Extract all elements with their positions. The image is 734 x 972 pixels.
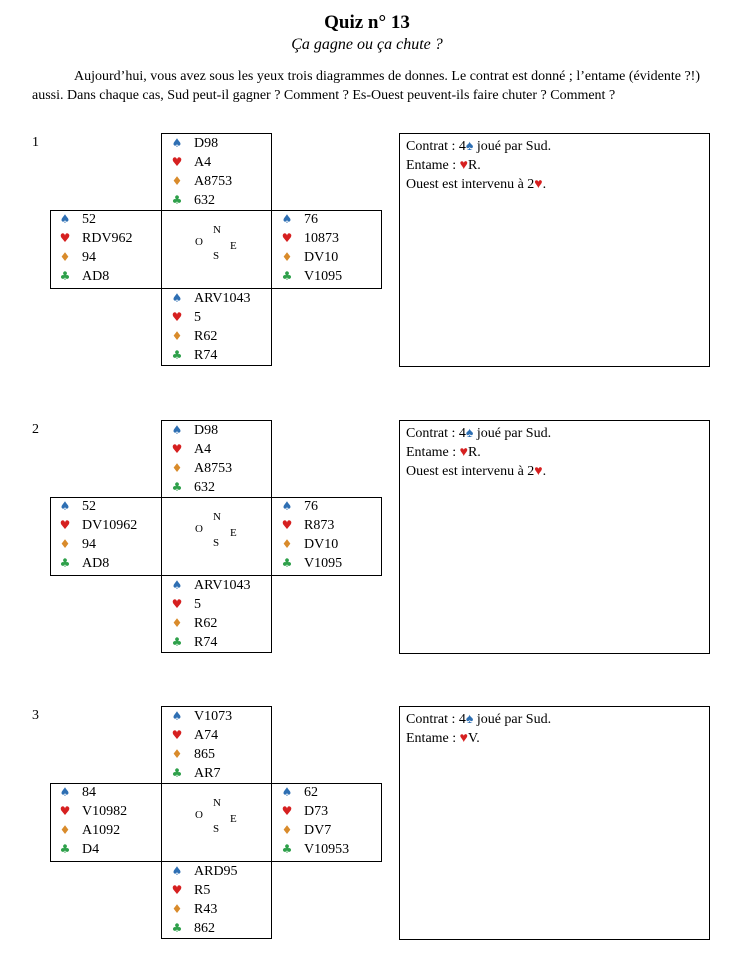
- note-suffix: .: [542, 464, 547, 479]
- hand-south: [161, 288, 272, 366]
- north-diamonds-cards: 865: [194, 747, 215, 762]
- west-clubs-row: [58, 267, 109, 286]
- hand-west: [50, 497, 161, 576]
- north-spades-row: [170, 707, 232, 726]
- west-hearts-row: [58, 516, 137, 535]
- east-spades-cards: 76: [304, 212, 318, 227]
- west-clubs-cards: D4: [82, 842, 100, 857]
- north-clubs-row: [170, 764, 220, 783]
- south-hearts-cards: 5: [194, 597, 201, 612]
- spades-icon: ♠: [281, 212, 293, 226]
- compass-s: S: [213, 250, 220, 262]
- contract-line: [406, 137, 703, 156]
- south-spades-row: [170, 576, 250, 595]
- clubs-icon: ♣: [59, 269, 71, 283]
- east-diamonds-row: [280, 248, 338, 267]
- compass-n: N: [213, 511, 221, 523]
- west-diamonds-row: [58, 535, 96, 554]
- hand-south: [161, 575, 272, 653]
- hand-north: [161, 420, 272, 498]
- east-diamonds-row: [280, 821, 331, 840]
- deal-3: [0, 706, 734, 946]
- deal-number: 2: [32, 422, 39, 437]
- west-hearts-cards: V10982: [82, 804, 128, 819]
- south-diamonds-row: [170, 614, 217, 633]
- south-diamonds-cards: R62: [194, 329, 218, 344]
- deal-info-box: [399, 133, 710, 367]
- page-subtitle: Ça gagne ou ça chute ?: [291, 36, 443, 53]
- west-spades-row: [58, 783, 96, 802]
- north-spades-cards: D98: [194, 423, 219, 438]
- north-clubs-cards: AR7: [194, 766, 221, 781]
- clubs-icon: ♣: [171, 921, 183, 935]
- hearts-icon: ♥: [59, 804, 71, 818]
- page-title: Quiz n° 13: [324, 12, 410, 33]
- west-clubs-row: [58, 840, 99, 859]
- south-spades-row: [170, 289, 250, 308]
- south-diamonds-row: [170, 327, 217, 346]
- north-hearts-cards: A4: [194, 442, 212, 457]
- clubs-icon: ♣: [281, 556, 293, 570]
- west-spades-row: [58, 497, 96, 516]
- spades-icon: ♠: [281, 785, 293, 799]
- east-clubs-cards: V10953: [304, 842, 350, 857]
- east-spades-row: [280, 783, 318, 802]
- diamonds-icon: ♦: [171, 329, 183, 343]
- contract-line: [406, 710, 703, 729]
- east-diamonds-cards: DV10: [304, 250, 339, 265]
- deal-info-box: [399, 420, 710, 654]
- lead-line: [406, 729, 703, 748]
- east-hearts-row: [280, 802, 328, 821]
- south-spades-cards: ARV1043: [194, 578, 251, 593]
- intro-paragraph: [32, 68, 700, 105]
- spades-icon: ♠: [465, 426, 474, 441]
- clubs-icon: ♣: [171, 766, 183, 780]
- spades-icon: ♠: [171, 864, 183, 878]
- south-hearts-row: [170, 595, 201, 614]
- east-spades-row: [280, 210, 318, 229]
- diamonds-icon: ♦: [171, 174, 183, 188]
- contract-suffix: joué par Sud.: [473, 426, 552, 441]
- south-hearts-row: [170, 881, 210, 900]
- east-diamonds-cards: DV7: [304, 823, 332, 838]
- west-spades-cards: 84: [82, 785, 96, 800]
- east-hearts-row: [280, 516, 334, 535]
- clubs-icon: ♣: [171, 193, 183, 207]
- north-spades-row: [170, 421, 218, 440]
- north-clubs-cards: 632: [194, 480, 215, 495]
- note-suffix: .: [542, 177, 547, 192]
- hearts-icon: ♥: [281, 231, 293, 245]
- bidding-note-line: [406, 175, 703, 194]
- hearts-icon: ♥: [281, 518, 293, 532]
- south-diamonds-cards: R43: [194, 902, 218, 917]
- south-spades-cards: ARD95: [194, 864, 238, 879]
- compass-o: O: [195, 809, 203, 821]
- compass-n: N: [213, 224, 221, 236]
- west-hearts-row: [58, 802, 127, 821]
- south-clubs-row: [170, 919, 215, 938]
- north-hearts-cards: A4: [194, 155, 212, 170]
- hearts-icon: ♥: [171, 155, 183, 169]
- diamonds-icon: ♦: [281, 537, 293, 551]
- contract-suffix: joué par Sud.: [473, 139, 552, 154]
- clubs-icon: ♣: [59, 556, 71, 570]
- hearts-icon: ♥: [59, 231, 71, 245]
- hearts-icon: ♥: [59, 518, 71, 532]
- west-clubs-row: [58, 554, 109, 573]
- south-clubs-cards: R74: [194, 635, 218, 650]
- east-clubs-row: [280, 554, 342, 573]
- deal-number: 1: [32, 135, 39, 150]
- spades-icon: ♠: [465, 139, 474, 154]
- west-diamonds-row: [58, 248, 96, 267]
- deal-number: 3: [32, 708, 39, 723]
- west-diamonds-cards: 94: [82, 250, 96, 265]
- lead-card: R.: [467, 445, 481, 460]
- south-clubs-row: [170, 346, 217, 365]
- hand-east: [272, 497, 382, 576]
- hearts-icon: ♥: [171, 442, 183, 456]
- diamonds-icon: ♦: [171, 747, 183, 761]
- deal-info-box: [399, 706, 710, 940]
- east-clubs-row: [280, 267, 342, 286]
- north-hearts-row: [170, 153, 211, 172]
- east-diamonds-row: [280, 535, 338, 554]
- spades-icon: ♠: [59, 212, 71, 226]
- spades-icon: ♠: [171, 136, 183, 150]
- contract-line: [406, 424, 703, 443]
- west-hearts-cards: DV10962: [82, 518, 138, 533]
- contract-prefix: Contrat : 4: [406, 426, 466, 441]
- compass-s: S: [213, 537, 220, 549]
- lead-card: V.: [467, 731, 480, 746]
- clubs-icon: ♣: [171, 480, 183, 494]
- west-spades-cards: 52: [82, 499, 96, 514]
- east-clubs-cards: V1095: [304, 269, 343, 284]
- south-clubs-row: [170, 633, 217, 652]
- hand-south: [161, 861, 272, 939]
- north-spades-row: [170, 134, 218, 153]
- clubs-icon: ♣: [281, 842, 293, 856]
- hearts-icon: ♥: [281, 804, 293, 818]
- lead-card: R.: [467, 158, 481, 173]
- north-diamonds-cards: A8753: [194, 174, 233, 189]
- spades-icon: ♠: [465, 712, 474, 727]
- spades-icon: ♠: [171, 291, 183, 305]
- hearts-icon: ♥: [534, 464, 543, 479]
- east-hearts-row: [280, 229, 339, 248]
- lead-prefix: Entame :: [406, 445, 460, 460]
- contract-prefix: Contrat : 4: [406, 712, 466, 727]
- west-hearts-cards: RDV962: [82, 231, 133, 246]
- clubs-icon: ♣: [59, 842, 71, 856]
- diamonds-icon: ♦: [59, 823, 71, 837]
- east-clubs-cards: V1095: [304, 556, 343, 571]
- clubs-icon: ♣: [281, 269, 293, 283]
- south-diamonds-cards: R62: [194, 616, 218, 631]
- east-clubs-row: [280, 840, 349, 859]
- south-hearts-cards: 5: [194, 310, 201, 325]
- contract-prefix: Contrat : 4: [406, 139, 466, 154]
- south-spades-row: [170, 862, 238, 881]
- west-spades-row: [58, 210, 96, 229]
- south-hearts-row: [170, 308, 201, 327]
- compass-e: E: [230, 813, 237, 825]
- hearts-icon: ♥: [459, 445, 468, 460]
- north-clubs-row: [170, 191, 215, 210]
- spades-icon: ♠: [59, 785, 71, 799]
- clubs-icon: ♣: [171, 348, 183, 362]
- contract-suffix: joué par Sud.: [473, 712, 552, 727]
- compass-n: N: [213, 797, 221, 809]
- south-diamonds-row: [170, 900, 217, 919]
- hand-east: [272, 783, 382, 862]
- hearts-icon: ♥: [459, 158, 468, 173]
- south-hearts-cards: R5: [194, 883, 211, 898]
- diamonds-icon: ♦: [59, 250, 71, 264]
- hand-west: [50, 783, 161, 862]
- deal-1: [0, 133, 734, 373]
- compass-box: [161, 783, 272, 862]
- south-clubs-cards: R74: [194, 348, 218, 363]
- hearts-icon: ♥: [171, 597, 183, 611]
- compass-o: O: [195, 523, 203, 535]
- hearts-icon: ♥: [171, 728, 183, 742]
- compass-e: E: [230, 240, 237, 252]
- west-diamonds-row: [58, 821, 120, 840]
- east-diamonds-cards: DV10: [304, 537, 339, 552]
- diamonds-icon: ♦: [171, 902, 183, 916]
- note-prefix: Ouest est intervenu à 2: [406, 177, 535, 192]
- diamonds-icon: ♦: [281, 250, 293, 264]
- hearts-icon: ♥: [171, 310, 183, 324]
- north-diamonds-cards: A8753: [194, 461, 233, 476]
- spades-icon: ♠: [281, 499, 293, 513]
- west-diamonds-cards: A1092: [82, 823, 121, 838]
- west-clubs-cards: AD8: [82, 269, 110, 284]
- north-spades-cards: V1073: [194, 709, 233, 724]
- hearts-icon: ♥: [171, 883, 183, 897]
- spades-icon: ♠: [171, 709, 183, 723]
- hand-north: [161, 133, 272, 211]
- compass-o: O: [195, 236, 203, 248]
- lead-line: [406, 443, 703, 462]
- hand-west: [50, 210, 161, 289]
- south-spades-cards: ARV1043: [194, 291, 251, 306]
- diamonds-icon: ♦: [59, 537, 71, 551]
- north-hearts-row: [170, 726, 218, 745]
- bidding-note-line: [406, 462, 703, 481]
- hand-east: [272, 210, 382, 289]
- north-hearts-row: [170, 440, 211, 459]
- spades-icon: ♠: [171, 423, 183, 437]
- north-clubs-row: [170, 478, 215, 497]
- west-spades-cards: 52: [82, 212, 96, 227]
- lead-prefix: Entame :: [406, 158, 460, 173]
- east-hearts-cards: 10873: [304, 231, 339, 246]
- north-hearts-cards: A74: [194, 728, 219, 743]
- north-diamonds-row: [170, 459, 232, 478]
- diamonds-icon: ♦: [281, 823, 293, 837]
- clubs-icon: ♣: [171, 635, 183, 649]
- spades-icon: ♠: [171, 578, 183, 592]
- north-clubs-cards: 632: [194, 193, 215, 208]
- west-diamonds-cards: 94: [82, 537, 96, 552]
- north-spades-cards: D98: [194, 136, 219, 151]
- hearts-icon: ♥: [459, 731, 468, 746]
- compass-box: [161, 497, 272, 576]
- compass-s: S: [213, 823, 220, 835]
- east-hearts-cards: R873: [304, 518, 335, 533]
- west-hearts-row: [58, 229, 133, 248]
- deal-2: [0, 420, 734, 660]
- east-spades-cards: 62: [304, 785, 318, 800]
- lead-prefix: Entame :: [406, 731, 460, 746]
- hand-north: [161, 706, 272, 784]
- west-clubs-cards: AD8: [82, 556, 110, 571]
- note-prefix: Ouest est intervenu à 2: [406, 464, 535, 479]
- east-spades-row: [280, 497, 318, 516]
- north-diamonds-row: [170, 172, 232, 191]
- diamonds-icon: ♦: [171, 616, 183, 630]
- diamonds-icon: ♦: [171, 461, 183, 475]
- spades-icon: ♠: [59, 499, 71, 513]
- east-hearts-cards: D73: [304, 804, 329, 819]
- intro-text: Aujourd’hui, vous avez sous les yeux trois diagrammes de donnes. Le contrat est donné ; l’entame (évidente ?!) aussi. Dans chaque cas, Sud peut-il gagner ? Comment ? Es-Ouest peuvent-ils faire chuter ? Comment ?: [32, 69, 700, 103]
- compass-e: E: [230, 527, 237, 539]
- hearts-icon: ♥: [534, 177, 543, 192]
- east-spades-cards: 76: [304, 499, 318, 514]
- north-diamonds-row: [170, 745, 215, 764]
- lead-line: [406, 156, 703, 175]
- south-clubs-cards: 862: [194, 921, 215, 936]
- compass-box: [161, 210, 272, 289]
